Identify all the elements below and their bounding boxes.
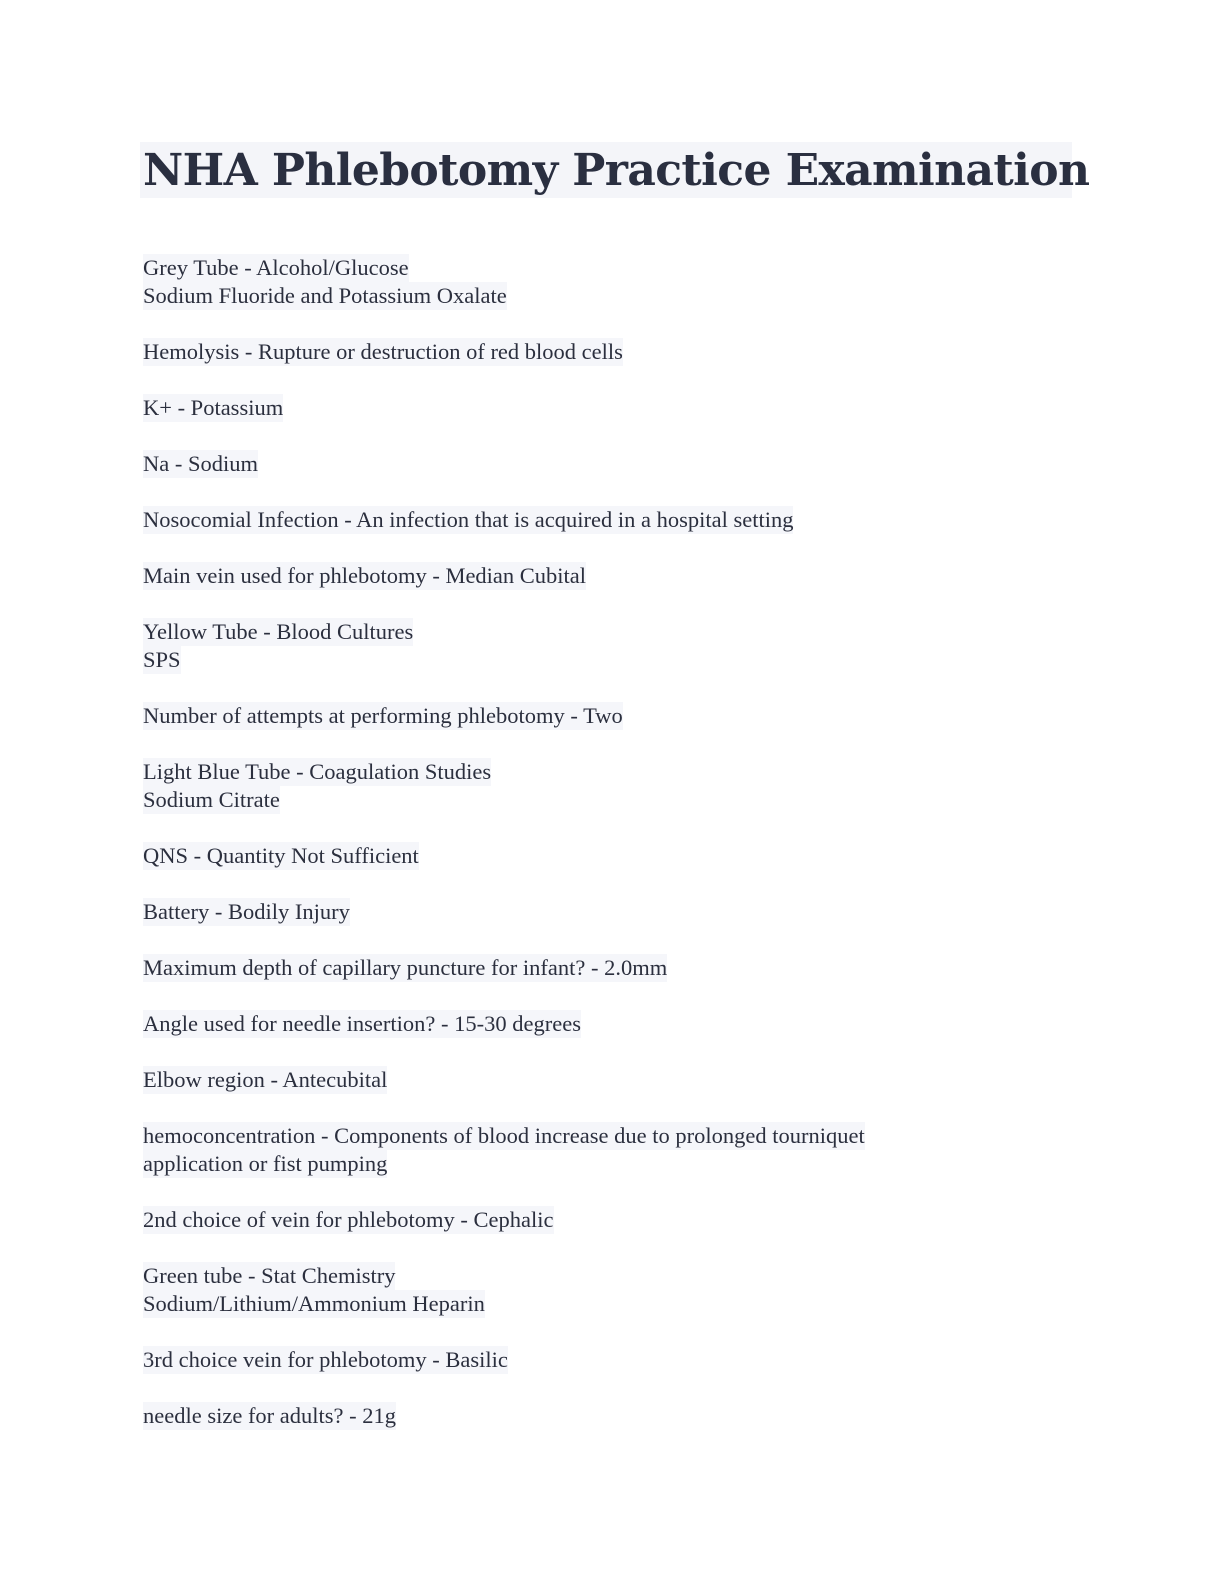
- entry-line: Elbow region - Antecubital: [143, 1067, 388, 1092]
- entry-line: QNS - Quantity Not Sufficient: [143, 843, 419, 868]
- entry-line: application or fist pumping: [143, 1151, 388, 1176]
- entry-line: SPS: [143, 647, 181, 672]
- entry-battery: [143, 898, 1083, 926]
- entry-light-blue-tube: [143, 758, 1083, 814]
- entry-sodium: [143, 450, 1083, 478]
- entry-needle-angle: [143, 1010, 1083, 1038]
- entry-line: hemoconcentration - Components of blood increase due to prolonged tourniquet: [143, 1123, 865, 1148]
- entry-qns: [143, 842, 1083, 870]
- entry-line: Na - Sodium: [143, 451, 258, 476]
- entry-line: Green tube - Stat Chemistry: [143, 1263, 396, 1288]
- entry-line: needle size for adults? - 21g: [143, 1403, 397, 1428]
- entry-grey-tube: [143, 254, 1083, 310]
- entry-green-tube: [143, 1262, 1083, 1318]
- entry-line: Main vein used for phlebotomy - Median Cubital: [143, 563, 587, 588]
- entry-line: Nosocomial Infection - An infection that is acquired in a hospital setting: [143, 507, 794, 532]
- entry-line: 2nd choice of vein for phlebotomy - Cephalic: [143, 1207, 554, 1232]
- entry-line: Hemolysis - Rupture or destruction of red blood cells: [143, 339, 623, 364]
- title-highlight: [140, 142, 1090, 198]
- entry-capillary-depth: [143, 954, 1083, 982]
- entry-number-of-attempts: [143, 702, 1083, 730]
- entry-line: Grey Tube - Alcohol/Glucose: [143, 255, 409, 280]
- entry-line: Maximum depth of capillary puncture for infant? - 2.0mm: [143, 955, 668, 980]
- entry-elbow-region: [143, 1066, 1083, 1094]
- entry-line: Yellow Tube - Blood Cultures: [143, 619, 414, 644]
- entry-line: Sodium Fluoride and Potassium Oxalate: [143, 283, 507, 308]
- entry-line: K+ - Potassium: [143, 395, 284, 420]
- entry-main-vein: [143, 562, 1083, 590]
- document-title: NHA Phlebotomy Practice Examination: [143, 145, 1090, 196]
- entry-line: Battery - Bodily Injury: [143, 899, 350, 924]
- entry-potassium: [143, 394, 1083, 422]
- entry-second-choice-vein: [143, 1206, 1083, 1234]
- entry-line: Sodium Citrate: [143, 787, 280, 812]
- entry-needle-size: [143, 1402, 1083, 1430]
- entry-line: Light Blue Tube - Coagulation Studies: [143, 759, 492, 784]
- entry-nosocomial-infection: [143, 506, 1083, 534]
- entry-line: 3rd choice vein for phlebotomy - Basilic: [143, 1347, 508, 1372]
- entry-third-choice-vein: [143, 1346, 1083, 1374]
- entry-yellow-tube: [143, 618, 1083, 674]
- entry-line: Angle used for needle insertion? - 15-30 degrees: [143, 1011, 581, 1036]
- entry-line: Sodium/Lithium/Ammonium Heparin: [143, 1291, 485, 1316]
- entry-hemoconcentration: [143, 1122, 1083, 1178]
- entry-hemolysis: [143, 338, 1083, 366]
- entry-list: [143, 254, 1083, 1458]
- entry-line: Number of attempts at performing phlebotomy - Two: [143, 703, 623, 728]
